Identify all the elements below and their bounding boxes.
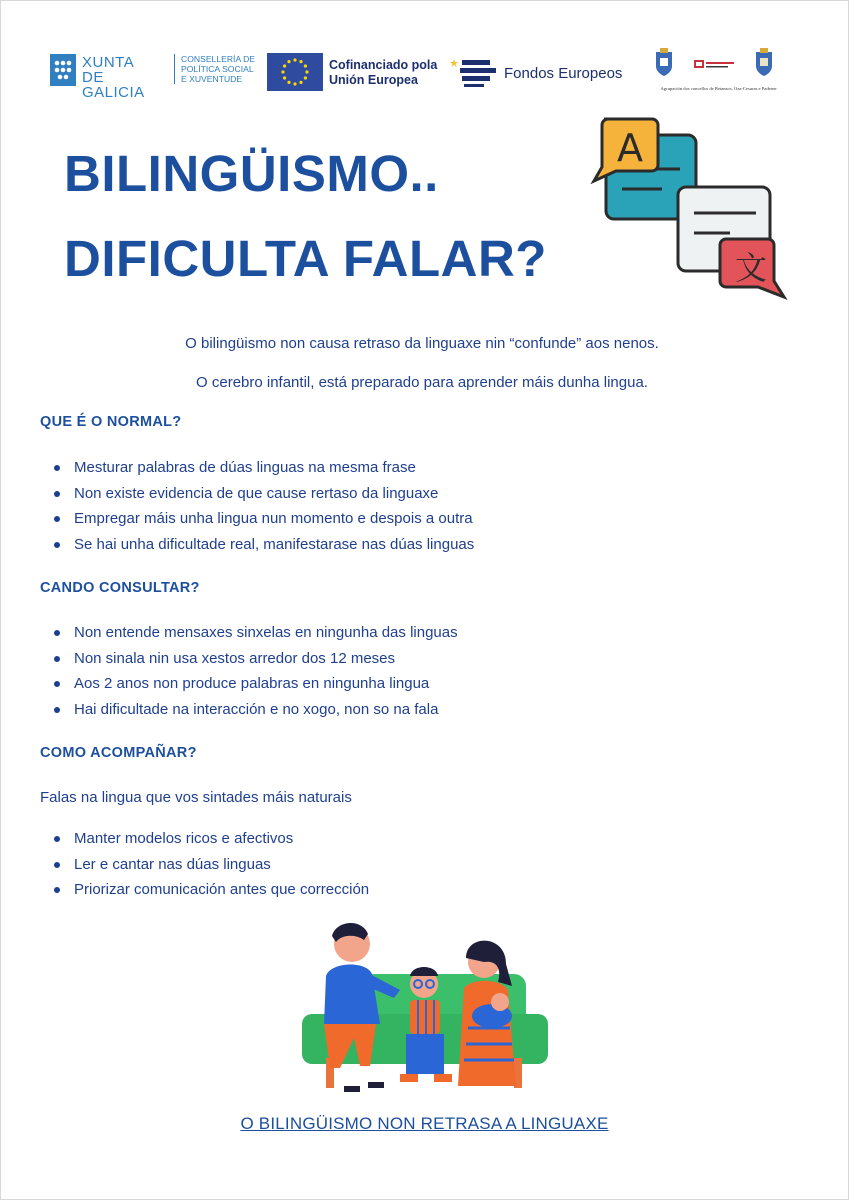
bullet-icon [54, 836, 60, 842]
page-title-line-2: DIFICULTA FALAR? [64, 230, 547, 287]
section-heading-normal: QUE É O NORMAL? [40, 414, 182, 430]
conselleria-line-3: E XUVENTUDE [181, 74, 243, 84]
intro-line-2: O cerebro infantil, está preparado para aprender máis dunha lingua. [196, 374, 648, 391]
bullet-icon [54, 630, 60, 636]
bullet-icon [54, 516, 60, 522]
list-item: Manter modelos ricos e afectivos [40, 830, 740, 856]
normal-list [40, 459, 740, 561]
bullet-icon [54, 542, 60, 548]
xunta-logo [50, 52, 170, 101]
bullet-icon [54, 862, 60, 868]
bullet-icon [54, 491, 60, 497]
bullet-icon [54, 465, 60, 471]
list-item: Aos 2 anos non produce palabras en ningunha lingua [40, 675, 740, 701]
bullet-icon [54, 887, 60, 893]
councils-crests-icon [646, 48, 791, 84]
eu-logo-line-1: Cofinanciado pola [329, 58, 438, 72]
letter-a-glyph: A [617, 126, 643, 170]
accompany-intro-text: Falas na lingua que vos sintades máis naturais [40, 789, 352, 806]
footer-link[interactable]: O BILINGÜISMO NON RETRASA A LINGUAXE [240, 1114, 609, 1133]
councils-caption: Agrupación dos concellos de Betanzos, Oza-Cesuras e Paderne [660, 86, 777, 91]
xunta-logo-line-2: DE GALICIA [82, 69, 145, 101]
letter-wen-glyph: 文 [734, 249, 768, 287]
list-item: Non existe evidencia de que cause rertaso da linguaxe [40, 485, 740, 511]
translation-chat-icon [590, 115, 790, 305]
list-item: Hai dificultade na interacción e no xogo, non so na fala [40, 701, 740, 727]
accompany-list [40, 830, 740, 907]
list-item: Non sinala nin usa xestos arredor dos 12 meses [40, 650, 740, 676]
list-item: Empregar máis unha lingua nun momento e despois a outra [40, 510, 740, 536]
conselleria-line-2: POLÍTICA SOCIAL [181, 64, 254, 74]
conselleria-logo [174, 54, 273, 84]
conselleria-line-1: CONSELLERÍA DE [181, 54, 256, 64]
list-item: Se hai unha dificultade real, manifestarase nas dúas linguas [40, 536, 740, 562]
fondos-europeos-icon [450, 54, 500, 90]
eu-flag-icon [267, 53, 323, 91]
list-item: Mesturar palabras de dúas linguas na mesma frase [40, 459, 740, 485]
xunta-shield-icon [50, 54, 76, 86]
section-heading-accompany: COMO ACOMPAÑAR? [40, 745, 197, 761]
bullet-icon [54, 681, 60, 687]
bullet-icon [54, 656, 60, 662]
xunta-logo-line-1: XUNTA [82, 54, 135, 71]
bullet-icon [54, 707, 60, 713]
consult-list [40, 624, 740, 726]
list-item: Ler e cantar nas dúas linguas [40, 856, 740, 882]
councils-logo [646, 48, 791, 96]
logo-bar [0, 44, 849, 104]
fondos-europeos-text: Fondos Europeos [504, 65, 623, 82]
intro-line-1: O bilingüismo non causa retraso da linguaxe nin “confunde” aos nenos. [185, 335, 659, 352]
eu-logo-line-2: Unión Europea [329, 73, 418, 87]
family-on-sofa-illustration [296, 918, 554, 1096]
section-heading-consult: CANDO CONSULTAR? [40, 580, 200, 596]
list-item: Non entende mensaxes sinxelas en ningunha das linguas [40, 624, 740, 650]
list-item: Priorizar comunicación antes que corrección [40, 881, 740, 907]
page-title-line-1: BILINGÜISMO.. [64, 145, 439, 202]
